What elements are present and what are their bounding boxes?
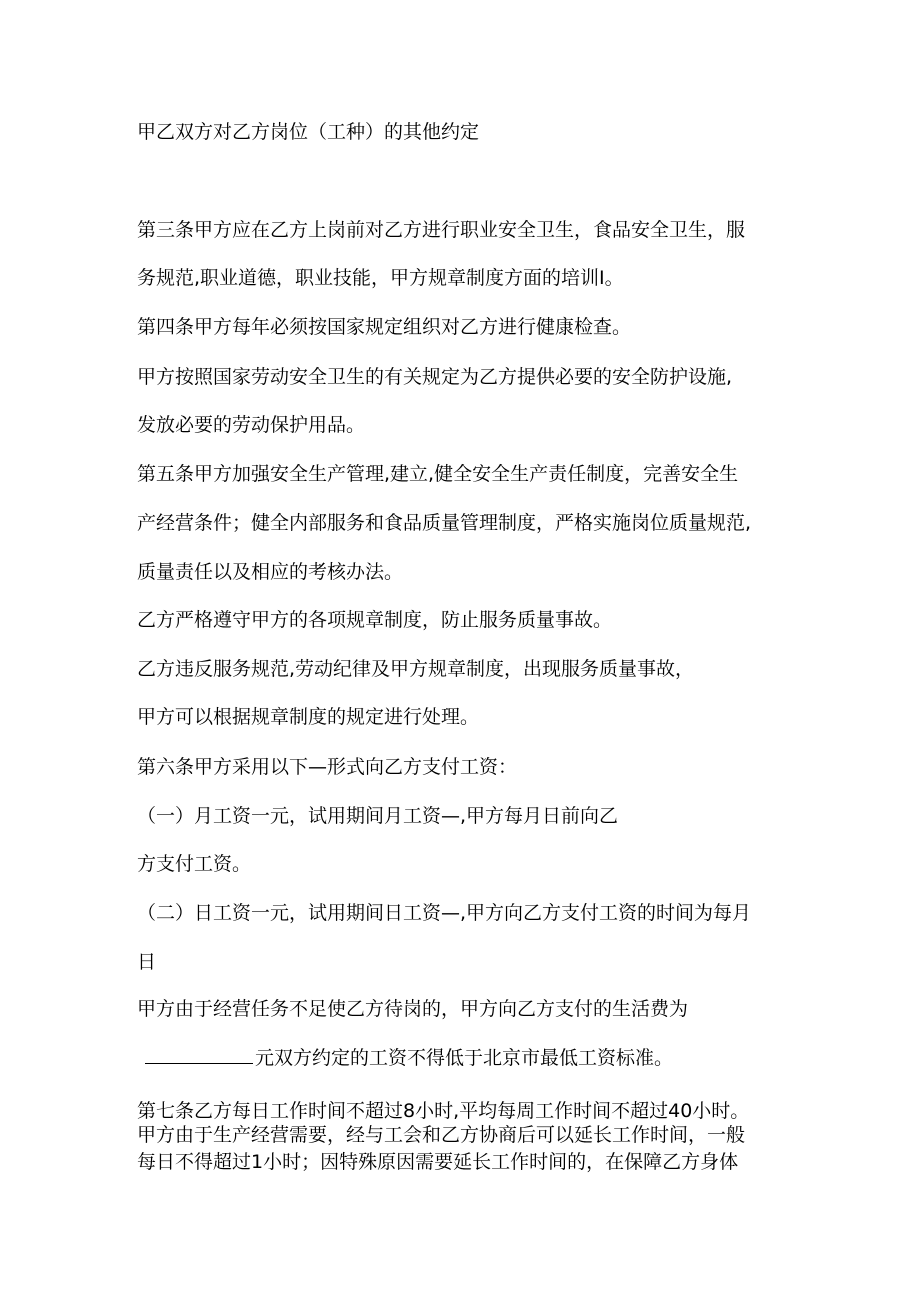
paragraph-line: 产经营条件；健全内部服务和食品质量管理制度，严格实施岗位质量规范, xyxy=(137,512,752,534)
paragraph-line: （一）月工资一元，试用期间月工资—,甲方每月日前向乙 xyxy=(137,805,619,827)
paragraph-line: 第三条甲方应在乙方上岗前对乙方进行职业安全卫生，食品安全卫生，服 xyxy=(137,219,746,241)
paragraph-line: 第五条甲方加强安全生产管理,建立,健全安全生产责任制度，完善安全生 xyxy=(137,463,739,485)
paragraph-line: 第六条甲方采用以下—形式向乙方支付工资： xyxy=(137,756,518,778)
paragraph-line: 第七条乙方每日工作时间不超过8小时,平均每周工作时间不超过40小时。 xyxy=(137,1100,750,1122)
paragraph-line: 日 xyxy=(137,951,157,973)
paragraph-line: 乙方违反服务规范,劳动纪律及甲方规章制度，出现服务质量事故， xyxy=(137,658,695,680)
paragraph-line: 方支付工资。 xyxy=(137,853,252,875)
wage-standard-line xyxy=(145,1046,673,1070)
paragraph-line: 乙方严格遵守甲方的各项规章制度，防止服务质量事故。 xyxy=(137,609,613,631)
paragraph-line: 每日不得超过1小时；因特殊原因需要延长工作时间的，在保障乙方身体 xyxy=(137,1151,739,1173)
document-title: 甲乙双方对乙方岗位（工种）的其他约定 xyxy=(137,121,480,143)
paragraph-line: 质量责任以及相应的考核办法。 xyxy=(137,561,404,583)
paragraph-line: 务规范,职业道德，职业技能，甲方规章制度方面的培训I。 xyxy=(137,267,624,289)
paragraph-line: 甲方由于经营任务不足使乙方待岗的，甲方向乙方支付的生活费为 xyxy=(137,998,689,1020)
paragraph-line: 甲方可以根据规章制度的规定进行处理。 xyxy=(137,706,480,728)
paragraph-line: 甲方由于生产经营需要，经与工会和乙方协商后可以延长工作时间，一般 xyxy=(137,1124,746,1146)
paragraph-line: 甲方按照国家劳动安全卫生的有关规定为乙方提供必要的安全防护设施, xyxy=(137,366,733,388)
paragraph-line: 发放必要的劳动保护用品。 xyxy=(137,414,366,436)
paragraph-line: （二）日工资一元，试用期间日工资—,甲方向乙方支付工资的时间为每月 xyxy=(137,902,752,924)
paragraph-line: 第四条甲方每年必须按国家规定组织对乙方进行健康检查。 xyxy=(137,316,632,338)
blank-fill-line xyxy=(145,1046,253,1064)
wage-standard-text: 元双方约定的工资不得低于北京市最低工资标准。 xyxy=(255,1047,674,1069)
